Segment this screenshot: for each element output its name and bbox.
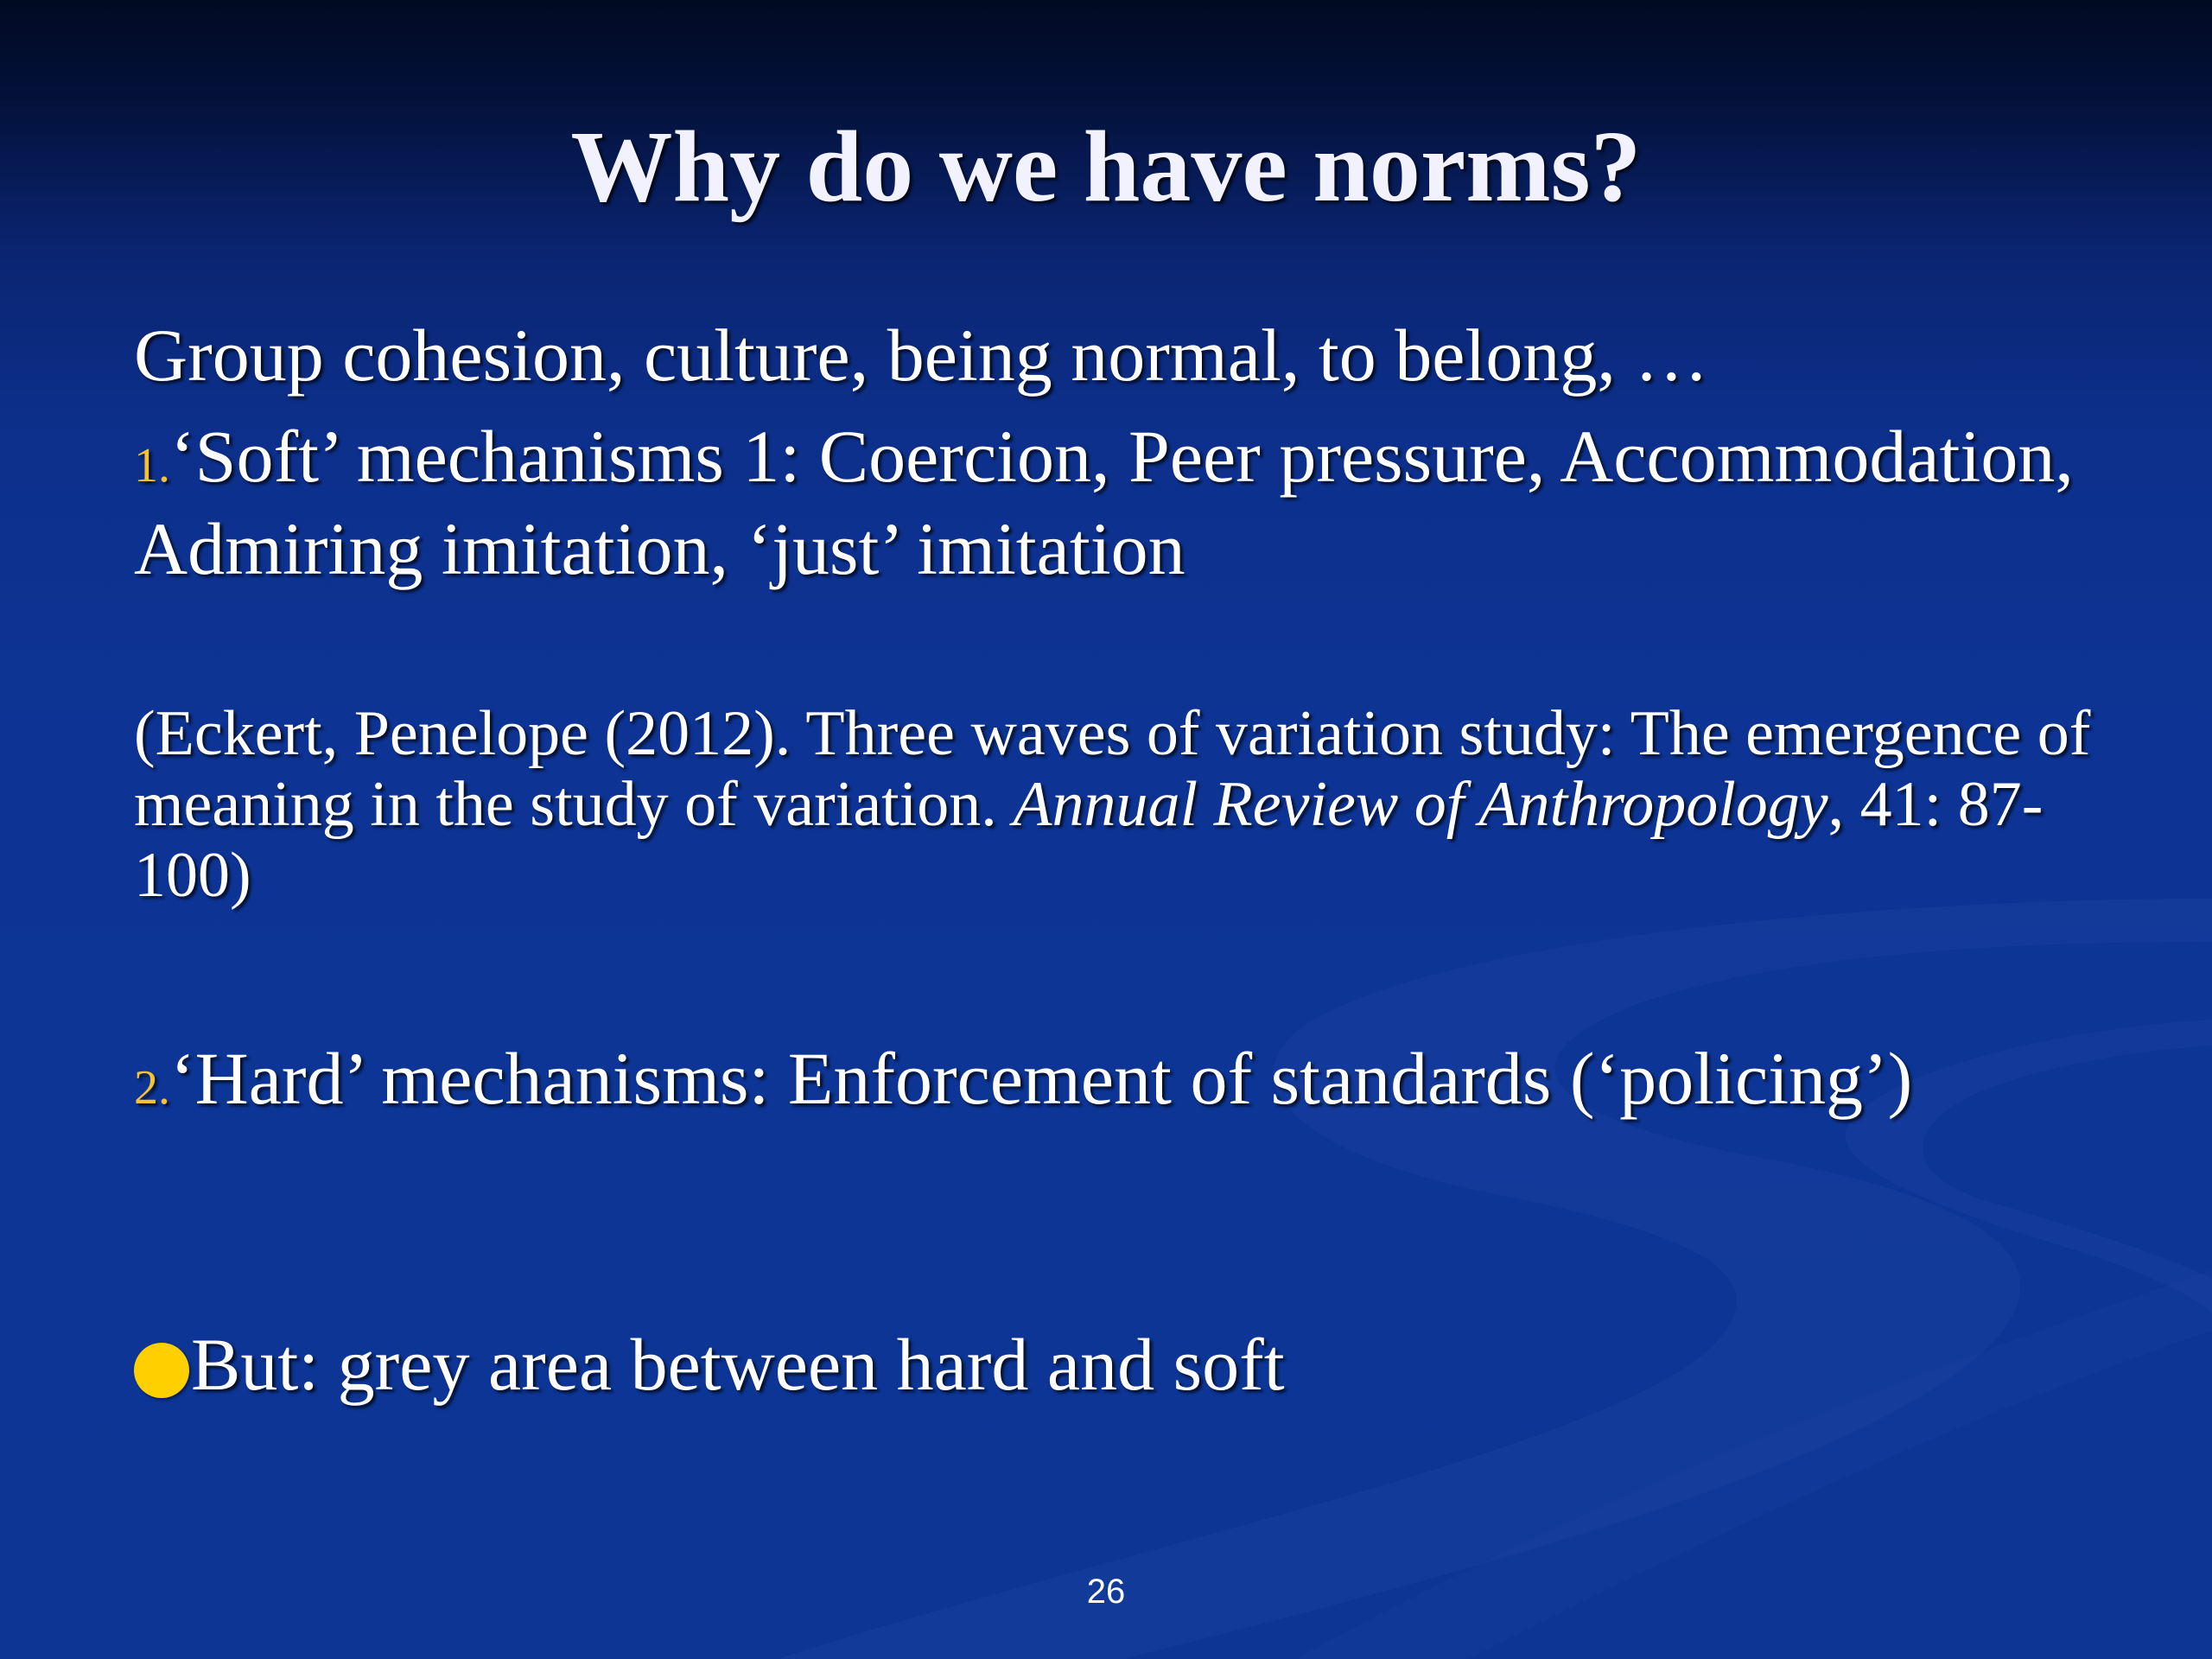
hard-mechanisms-text: ‘Hard’ mechanisms: Enforcement of standards (‘policing’) (170, 1037, 1913, 1120)
list-number-2: 2. (134, 1061, 170, 1115)
citation-text-after: , 41: 87-100) (134, 769, 2044, 911)
page-number: 26 (1086, 1573, 1126, 1611)
slide-title: Why do we have norms? (570, 110, 1642, 223)
grey-area-text: But: grey area between hard and soft (191, 1323, 1285, 1406)
soft-mechanisms-text: ‘Soft’ mechanisms 1: Coercion, Peer pressure, Accommodation, Admiring imitation, ‘just’ imitation (134, 415, 2074, 590)
citation-journal: Annual Review of Anthropology (1013, 769, 1828, 840)
citation-text-before: (Eckert, Penelope (2012). Three waves of variation study: The emergence of meaning in the study of variation. (134, 698, 2091, 840)
citation (134, 698, 2113, 911)
hard-mechanisms-item (134, 1037, 1948, 1129)
list-number-1: 1. (134, 439, 170, 493)
grey-area-bullet (134, 1322, 1285, 1407)
bullet-dot-icon (134, 1343, 189, 1398)
intro-line: Group cohesion, culture, being normal, to belong, … (134, 314, 1709, 397)
soft-mechanisms-item (134, 415, 2113, 590)
